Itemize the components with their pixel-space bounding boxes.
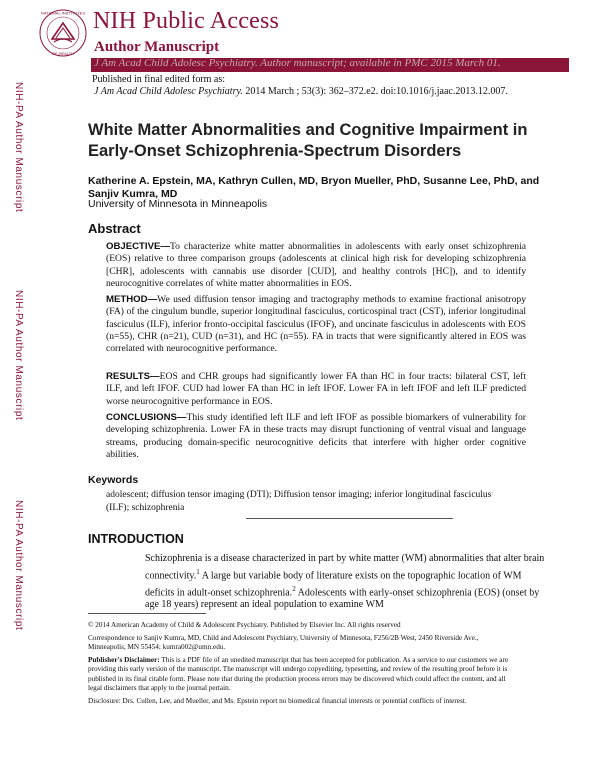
publisher-disclaimer xyxy=(88,656,518,693)
publisher-disclaimer-label: Publisher's Disclaimer: xyxy=(88,656,160,664)
results-label: RESULTS— xyxy=(106,371,160,382)
nih-logo xyxy=(38,8,88,58)
journal-availability-note: J Am Acad Child Adolesc Psychiatry. Author manuscript; available in PMC 2015 March 01. xyxy=(94,57,501,69)
abstract-results xyxy=(106,371,526,408)
introduction-heading: INTRODUCTION xyxy=(88,532,184,546)
disclosure-note: Disclosure: Drs. Cullen, Lee, and Mueller, and Ms. Epstein report no biomedical financial interests or potential conflicts of interest. xyxy=(88,697,467,705)
svg-text:OF HEALTH: OF HEALTH xyxy=(51,51,75,56)
abstract-objective xyxy=(106,241,526,290)
intro-text-a: Schizophrenia is a disease characterized in part by white matter (WM) abnormalities that alter brain connectivity. xyxy=(145,553,545,581)
abstract-conclusions xyxy=(106,412,526,461)
publisher-disclaimer-text: This is a PDF file of an unedited manuscript that has been accepted for publication. As a service to our customers we are providing this early version of the manuscript. The manuscript will undergo copyediting, typesetting, and review of the resulting proof before it is published in its final citable form. Please note that during the production process errors may be discovered which could affect the content, and all legal disclaimers that apply to the journal pertain. xyxy=(88,656,509,692)
keywords-heading: Keywords xyxy=(88,474,139,486)
copyright-note: © 2014 American Academy of Child & Adolescent Psychiatry. Published by Elsevier Inc. All rights reserved xyxy=(88,621,401,629)
correspondence-note: Correspondence to Sanjiv Kumra, MD, Child and Adolescent Psychiatry, University of Minnesota, F256/2B West, 2450 Riverside Ave., Minneapolis, MN 55454; kumra002@umn.edu. xyxy=(88,634,479,652)
svg-text:NATIONAL INSTITUTES: NATIONAL INSTITUTES xyxy=(40,10,86,16)
citation xyxy=(94,86,508,97)
citation-journal: J Am Acad Child Adolesc Psychiatry. xyxy=(94,86,243,97)
footnote-divider xyxy=(88,613,206,614)
reference-1[interactable]: 1 xyxy=(196,567,200,576)
objective-text: To characterize white matter abnormalities in adolescents with early onset schizophrenia (EOS) relative to three comparison groups (adolescents at clinical high risk for developing schizophrenia [CHR], adolescents with cannabis use disorder [CUD], and healthy controls [HC]), and to identify neurocognitive correlates of white matter abnormalities in EOS. xyxy=(106,241,526,289)
method-label: METHOD— xyxy=(106,294,158,305)
conclusions-text: This study identified left ILF and left IFOF as possible biomarkers of vulnerability for developing schizophrenia. Lower FA in these tracts may disrupt functioning of ventral visual and language streams, producing domain-specific neurocognitive deficits that interfere with higher order cognitive abilities. xyxy=(106,412,526,460)
abstract-method xyxy=(106,294,526,355)
side-label: NIH-PA Author Manuscript xyxy=(13,500,24,631)
abstract-heading: Abstract xyxy=(88,221,141,236)
objective-label: OBJECTIVE— xyxy=(106,241,170,252)
intro-text-b: A large but variable body of literature exists on the topographic location of WM deficits in adult-onset schizophrenia. xyxy=(145,569,522,598)
citation-details: 2014 March ; 53(3): 362–372.e2. doi:10.1016/j.jaac.2013.12.007. xyxy=(242,86,508,97)
reference-2[interactable]: 2 xyxy=(292,584,296,593)
conclusions-label: CONCLUSIONS— xyxy=(106,412,187,423)
section-divider xyxy=(246,518,453,519)
side-label: NIH-PA Author Manuscript xyxy=(13,290,24,421)
author-list: Katherine A. Epstein, MA, Kathryn Cullen, MD, Bryon Mueller, PhD, Susanne Lee, PhD, and Sanjiv Kumra, MD xyxy=(88,175,540,200)
header-title: NIH Public Access xyxy=(93,8,280,34)
header-subtitle: Author Manuscript xyxy=(94,39,220,55)
affiliation: University of Minnesota in Minneapolis xyxy=(88,198,268,210)
published-label: Published in final edited form as: xyxy=(92,74,226,85)
article-title: White Matter Abnormalities and Cognitive Impairment in Early-Onset Schizophrenia-Spectrum Disorders xyxy=(88,121,528,160)
side-label: NIH-PA Author Manuscript xyxy=(13,82,24,213)
results-text: EOS and CHR groups had significantly lower FA than HC in four tracts: bilateral CST, left ILF, and left IFOF. CUD had lower FA than HC in left IFOF. Lower FA in left IFOF and left ILF predicted worse neurocognitive performance in EOS. xyxy=(106,371,526,407)
intro-text-c: Adolescents with early-onset schizophrenia (EOS) (onset by age 18 years) represent an ideal population to examine WM xyxy=(145,586,540,611)
keywords-list: adolescent; diffusion tensor imaging (DTI); Diffusion tensor imaging; inferior longitudinal fasciculus (ILF); schizophrenia xyxy=(106,490,492,513)
introduction-text xyxy=(145,553,545,612)
method-text: We used diffusion tensor imaging and tractography methods to examine fractional anisotropy (FA) of the cingulum bundle, superior longitudinal fasciculus, corticospinal tract (CST), inferior longitudinal fasciculus (ILF), inferior fronto-occipital fasciculus (IFOF), and uncinate fasciculus in adolescents with EOS (n=55), CHR (n=21), CUD (n=31), and HC (n=55). FA in tracts that were significantly altered in EOS was correlated with neurocognitive performance. xyxy=(106,294,526,355)
